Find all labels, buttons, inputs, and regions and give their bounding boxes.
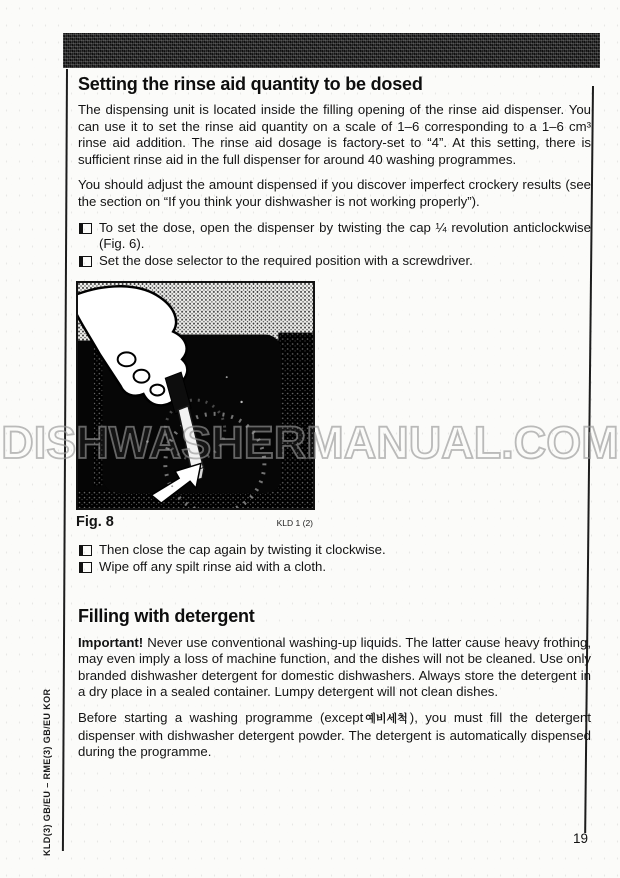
screwdriver-adjustment-illustration <box>78 283 313 508</box>
header-divider-bar <box>63 33 600 68</box>
before-text: Before starting a washing programme (except <box>78 709 364 725</box>
list-item <box>78 220 591 253</box>
page-content <box>78 74 591 770</box>
rinse-aid-paragraph-2: You should adjust the amount dispensed if you discover imperfect crockery results (see the section on “If you think your dishwasher is not working properly”). <box>78 177 591 209</box>
page-number: 19 <box>573 831 589 846</box>
important-text: Never use conventional washing-up liquids. The latter cause heavy frothing, may even imply a loss of machine function, and the dishes will not be cleaned. Use only branded dishwasher detergent for domestic dishwashers. Always store the detergent in a dry place in a sealed container. Lumpy detergent will not clean dishes. <box>78 634 591 700</box>
list-item-text: To set the dose, open the dispenser by twisting the cap ¼ revolution anticlockwise (Fig. 6). <box>99 219 591 252</box>
margin-print-code: KLD(3) GB/EU – RME(3) GB/EU KOR <box>42 688 52 856</box>
rinse-aid-closing-list <box>78 542 591 575</box>
detergent-paragraph-1 <box>78 635 591 701</box>
rinse-aid-instruction-list <box>78 220 591 270</box>
important-label: Important! <box>78 634 144 650</box>
figure-caption-row <box>76 514 313 530</box>
checkbox-bullet-icon <box>79 256 92 267</box>
list-item <box>78 253 591 270</box>
list-item-text: Set the dose selector to the required position with a screwdriver. <box>99 252 473 268</box>
checkbox-bullet-icon <box>79 562 92 573</box>
section-title-rinse-aid: Setting the rinse aid quantity to be dosed <box>78 74 423 94</box>
checkbox-bullet-icon <box>79 545 92 556</box>
figure-8 <box>76 281 315 530</box>
list-item <box>78 542 591 559</box>
rinse-aid-paragraph-1: The dispensing unit is located inside the filling opening of the rinse aid dispenser. You can use it to set the rinse aid quantity on a scale of 1–6 corresponding to a 1–6 cm³ rinse aid addition. The rinse aid dosage is factory-set to “4”. At this setting, there is sufficient rinse aid in the full dispenser for around 40 washing programmes. <box>78 102 591 167</box>
left-border-rule <box>62 69 68 851</box>
after-text: ), you must fill the detergent dispenser with dishwasher detergent powder. The detergent is automatically dispensed during the programme. <box>78 709 591 760</box>
figure-label: Fig. 8 <box>76 514 114 531</box>
list-item-text: Then close the cap again by twisting it clockwise. <box>99 542 386 558</box>
list-item <box>78 559 591 576</box>
figure-credit: KLD 1 (2) <box>276 518 313 529</box>
korean-programme-name: 예비세척 <box>365 712 408 725</box>
checkbox-bullet-icon <box>79 223 92 234</box>
section-title-detergent: Filling with detergent <box>78 605 255 626</box>
screwdriver-adjustment-photo <box>76 281 315 510</box>
list-item-text: Wipe off any spilt rinse aid with a cloth. <box>99 558 326 574</box>
detergent-paragraph-2 <box>78 710 591 761</box>
